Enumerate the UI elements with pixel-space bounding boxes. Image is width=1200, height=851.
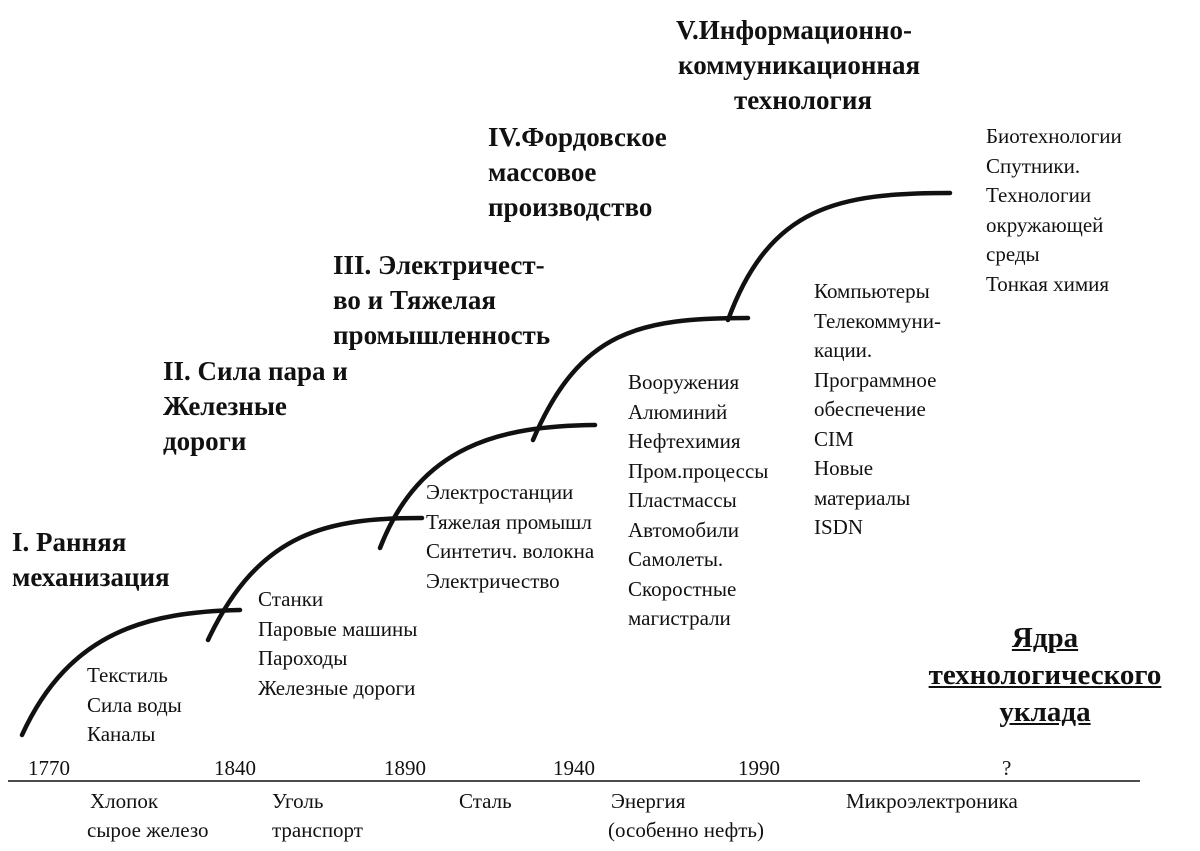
core-title-line: уклада: [999, 696, 1091, 728]
tech-item: Вооружения: [628, 370, 740, 394]
tech-list-5: [814, 277, 941, 543]
wave-title-4-line: IV.Фордовское: [488, 122, 667, 152]
wave-title-4-line: производство: [488, 192, 653, 222]
tech-item: Новые: [814, 456, 874, 480]
tech-item: Алюминий: [628, 399, 728, 424]
tech-item: Электростанции: [426, 480, 574, 504]
tech-item: Каналы: [87, 722, 156, 746]
tech-item: обеспечение: [814, 397, 926, 421]
tech-list-6: [986, 122, 1122, 299]
year-label: 1990: [738, 756, 780, 780]
tech-item: CIM: [814, 426, 854, 451]
tech-item: Компьютеры: [814, 279, 930, 303]
wave-title-5-line: V.Информационно-: [676, 15, 913, 45]
tech-item: окружающей: [986, 212, 1104, 237]
key-resource-line: Хлопок: [90, 789, 159, 813]
wave-title-3-line: III. Электричест-: [333, 250, 545, 280]
wave-title-2-line: Железные: [163, 391, 287, 421]
key-resource-line: транспорт: [272, 818, 363, 842]
wave-title-5-line: технология: [734, 85, 872, 115]
tech-item: Пром.процессы: [628, 458, 769, 483]
wave-title-2-line: дороги: [163, 426, 247, 456]
wave-title-4: [488, 120, 667, 225]
wave-title-2: [163, 354, 348, 459]
tech-item: Железные дороги: [258, 675, 416, 700]
tech-list-2: [258, 585, 417, 703]
core-title: [900, 620, 1190, 731]
year-label: 1770: [28, 756, 70, 780]
wave-title-5: [676, 13, 920, 118]
tech-item: Сила воды: [87, 692, 182, 717]
tech-item: Технологии: [986, 183, 1092, 207]
key-resource-4: [608, 787, 764, 845]
core-title-line: Ядра: [1011, 622, 1079, 654]
tech-item: среды: [986, 242, 1040, 266]
tech-item: Электричество: [426, 568, 560, 593]
tech-item: Самолеты.: [628, 547, 724, 571]
tech-item: Спутники.: [986, 153, 1081, 178]
tech-item: Пароходы: [258, 646, 348, 670]
key-resource-line: сырое железо: [87, 818, 209, 842]
wave-title-1-line: I. Ранняя: [12, 527, 127, 557]
tech-item: Тонкая химия: [986, 271, 1110, 296]
year-label: 1940: [553, 756, 595, 780]
tech-item: Скоростные: [628, 576, 737, 601]
key-resource-line: Уголь: [272, 789, 324, 813]
tech-list-3: [426, 478, 594, 596]
year-label: ?: [1002, 756, 1012, 780]
key-resource-3: [459, 787, 512, 816]
wave-title-3: [333, 248, 550, 353]
tech-item: магистрали: [628, 606, 731, 630]
tech-item: Нефтехимия: [628, 429, 741, 453]
tech-list-1: [87, 661, 182, 750]
tech-item: Текстиль: [87, 663, 168, 687]
key-resource-line: Сталь: [459, 789, 512, 813]
year-label: 1840: [214, 756, 256, 780]
tech-list-4: [628, 368, 768, 634]
wave-title-3-line: во и Тяжелая: [333, 285, 497, 315]
tech-item: кации.: [814, 338, 873, 362]
key-resource-1: [87, 787, 209, 845]
tech-item: Пластмассы: [628, 488, 737, 512]
wave-title-1-line: механизация: [12, 562, 170, 592]
key-resource-5: [846, 787, 1018, 816]
wave-title-3-line: промышленность: [333, 320, 551, 350]
tech-item: ISDN: [814, 515, 864, 539]
tech-item: материалы: [814, 485, 911, 510]
core-title-line: технологического: [928, 659, 1162, 691]
tech-item: Паровые машины: [258, 616, 418, 641]
tech-item: Автомобили: [628, 517, 739, 542]
wave-title-5-line: коммуникационная: [678, 50, 921, 80]
tech-item: Синтетич. волокна: [426, 539, 595, 563]
key-resource-2: [272, 787, 363, 845]
key-resource-line: Энергия: [611, 789, 686, 813]
tech-item: Программное: [814, 367, 937, 392]
wave-title-2-line: II. Сила пара и: [163, 356, 348, 386]
tech-item: Телекоммуни-: [814, 308, 941, 333]
tech-item: Станки: [258, 587, 324, 611]
year-label: 1890: [384, 756, 426, 780]
wave-title-1: [12, 525, 170, 595]
key-resource-line: Микроэлектроника: [846, 789, 1018, 813]
tech-item: Биотехнологии: [986, 124, 1122, 148]
key-resource-line: (особенно нефть): [608, 818, 764, 842]
tech-item: Тяжелая промышл: [426, 509, 592, 534]
wave-title-4-line: массовое: [488, 157, 597, 187]
